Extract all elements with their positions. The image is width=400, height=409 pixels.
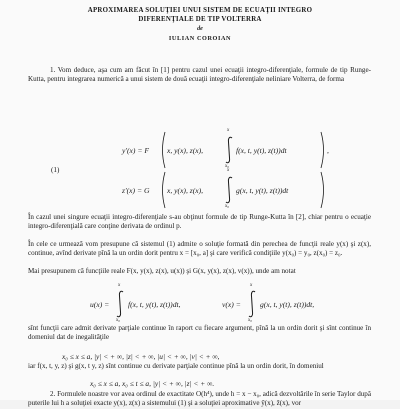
equation-2-lower-limit: x₀	[225, 204, 229, 209]
equation-1-lower-limit: x₀	[225, 164, 229, 169]
definition-v-lhs: v(x) =	[222, 300, 241, 309]
equation-2-integrand: g(x, t, y(t), z(t))dt	[236, 186, 289, 195]
inequalities-domain-2: x₀ ≤ x ≤ a, x₀ ≤ t ≤ a, |y| < + ∞, |z| < + ∞.	[90, 379, 215, 388]
equation-1-args: x, y(x), z(x),	[167, 146, 204, 155]
equation-1-lhs: y′(x) = F	[122, 146, 150, 155]
by-line: de	[197, 26, 203, 32]
equation-1-integral-sign	[222, 136, 236, 164]
equation-2-integral-sign	[222, 176, 236, 204]
equation-2-right-paren	[320, 171, 326, 209]
paper-title	[40, 6, 360, 24]
paragraph-real-functions: Mai presupunem că funcţiile reale F(x, y(x), z(x), u(x)) şi G(x, y(x), z(x), v(x)), unde am notat	[28, 267, 296, 275]
definition-u-lower-limit: x₀	[116, 318, 120, 323]
equation-2-upper-limit: x	[227, 168, 230, 173]
definition-u-integrand: f(x, t, y(t), z(t))dt,	[128, 300, 181, 309]
equation-1-right-paren	[320, 131, 326, 169]
definition-v-lower-limit: x₀	[248, 318, 252, 323]
equation-1-upper-limit: x	[227, 128, 230, 133]
definition-u-lhs: u(x) =	[90, 300, 110, 309]
paragraph-assumptions: În cele ce urmează vom presupune că sistemul (1) admite o soluţie formată din perechea de funcţii reale y(x) şi z(x), continue, avînd derivate pînă la un ordin dorit pentru x = [x₀, a] şi care verifică condiţiile y(x₀) = y₀, z(x₀) = z₀.	[28, 240, 371, 258]
equation-2-lhs: z′(x) = G	[122, 186, 150, 195]
equation-1-integrand: f(x, t, y(t), z(t))dt	[236, 146, 287, 155]
definition-u-upper-limit: x	[118, 283, 121, 288]
paragraph-single-equation: În cazul unei singure ecuaţii integro-diferenţiale s-au obţinut formule de tip Runge-Kutta în [2], chiar pentru o ecuaţie integro-diferenţială care conţine derivata de ordinul p.	[28, 213, 371, 231]
equation-number: (1)	[51, 166, 60, 174]
paragraph-continuity: iar f(x, t, y, z) şi g(x, t y, z) sînt continue cu derivate parţiale continue pînă la un ordin dorit, în domeniul	[28, 362, 324, 370]
equation-2-args: x, y(x), z(x),	[167, 186, 204, 195]
paragraph-section-2: 2. Formulele noastre vor avea ordinul de exactitate O(h⁴), unde h = x − x₀, adică dezvoltările în serie Taylor după puterile lui h a soluţiei exacte y(x), z(x) a sistemului (1) şi a soluţiei aproximative ỹ(x), z̃(x), vor	[28, 390, 371, 408]
equation-1-comma: ,	[327, 146, 329, 155]
author-name: IULIAN COROIAN	[168, 35, 232, 42]
definition-v-integrand: g(x, t, y(t), z(t))dt,	[260, 300, 315, 309]
paragraph-partial-derivatives: sînt funcţii care admit derivate parţiale continue în raport cu fiecare argument, pînă la un ordin dorit şi sînt continue în domeniul dat de inegalităţile	[28, 324, 371, 342]
definition-v-integral-sign	[245, 290, 259, 318]
inequalities-domain-1: x₀ ≤ x ≤ a, |y| < + ∞, |z| < + ∞, |u| < + ∞, |v| < + ∞,	[62, 352, 220, 361]
paragraph-intro: 1. Vom deduce, aşa cum am făcut în [1] pentru cazul unei ecuaţii integro-diferenţiale, formule de tip Runge-Kutta, pentru integrarea numerică a unui sistem de două ecuaţii integro-diferenţiale neliniare Volterra, de forma	[28, 66, 371, 84]
title-line-1: APROXIMAREA SOLUŢIEI UNUI SISTEM DE ECUAŢII INTEGRO	[87, 7, 313, 14]
equation-1-left-paren	[160, 131, 166, 169]
equation-2-left-paren	[160, 171, 166, 209]
definition-u-integral-sign	[113, 290, 127, 318]
title-line-2: DIFERENŢIALE DE TIP VOLTERRA	[138, 16, 262, 23]
definition-v-upper-limit: x	[250, 283, 253, 288]
